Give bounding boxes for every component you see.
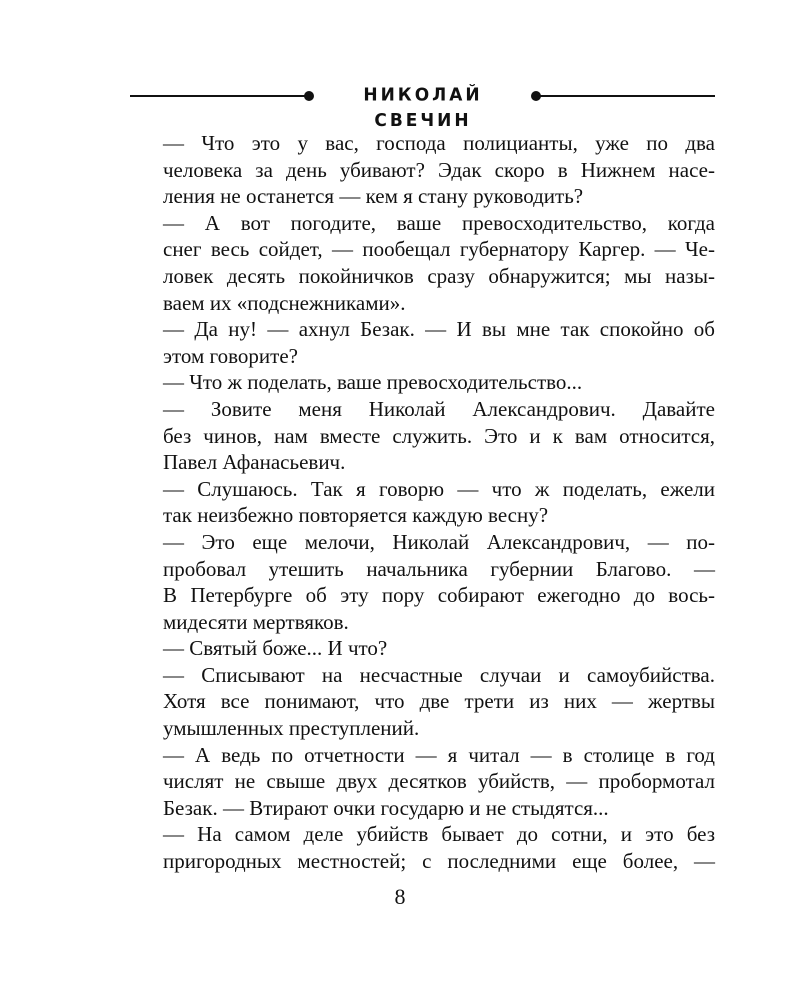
text-line: без чинов, нам вместе служить. Это и к вам относится, xyxy=(163,423,715,448)
text-line: — Списывают на несчастные случаи и самоубийства. xyxy=(163,662,715,687)
text-line: так неизбежно повторяется каждую весну? xyxy=(163,503,549,528)
paragraph xyxy=(130,369,715,396)
paragraph xyxy=(130,529,715,635)
paragraph xyxy=(130,821,715,874)
page-number: 8 xyxy=(394,884,406,909)
text-line: — Что ж поделать, ваше превосходительство... xyxy=(163,370,583,395)
paragraph xyxy=(130,742,715,822)
text-line: — Слушаюсь. Так я говорю — что ж поделать, ежели xyxy=(163,476,715,501)
text-line: человека за день убивают? Эдак скоро в Нижнем насе- xyxy=(163,157,715,182)
text-line: умышленных преступлений. xyxy=(163,716,420,741)
header-author: НИКОЛАЙ СВЕЧИН xyxy=(363,84,483,132)
paragraph xyxy=(130,396,715,476)
text-line: — Это еще мелочи, Николай Александрович, — по- xyxy=(163,529,715,554)
paragraph xyxy=(130,476,715,529)
paragraph xyxy=(130,635,715,662)
text-line: ления не останется — кем я стану руководить? xyxy=(163,184,584,209)
text-line: пригородных местностей; с последними еще более, — xyxy=(163,849,715,874)
header-dot-left xyxy=(304,91,314,101)
text-line: мидесяти мертвяков. xyxy=(163,609,349,634)
paragraph xyxy=(130,130,715,210)
text-line: — На самом деле убийств бывает до сотни, и это без xyxy=(163,822,715,847)
text-line: этом говорите? xyxy=(163,343,298,368)
paragraph xyxy=(130,210,715,316)
header-rule-right xyxy=(540,95,715,97)
text-line: В Петербурге об эту пору собирают ежегодно до вось- xyxy=(163,583,715,608)
text-line: — Зовите меня Николай Александрович. Давайте xyxy=(163,396,715,421)
text-line: — Да ну! — ахнул Безак. — И вы мне так спокойно об xyxy=(163,317,715,342)
text-line: — А вот погодите, ваше превосходительство, когда xyxy=(163,210,715,235)
text-line: ваем их «подснежниками». xyxy=(163,290,406,315)
text-line: пробовал утешить начальника губернии Благово. — xyxy=(163,556,715,581)
paragraph xyxy=(130,316,715,369)
text-line: — А ведь по отчетности — я читал — в столице в год xyxy=(163,742,715,767)
text-line: — Что это у вас, господа полицианты, уже по два xyxy=(163,131,715,155)
text-line: числят не свыше двух десятков убийств, — пробормотал xyxy=(163,769,715,794)
text-line: Хотя все понимают, что две трети из них — жертвы xyxy=(163,689,715,714)
text-line: снег весь сойдет, — пообещал губернатору Каргер. — Че- xyxy=(163,237,715,262)
paragraph xyxy=(130,662,715,742)
running-header xyxy=(130,84,715,132)
text-line: Безак. — Втирают очки государю и не стыдятся... xyxy=(163,795,609,820)
body-text xyxy=(130,130,715,875)
text-line: ловек десять покойничков сразу обнаружится; мы назы- xyxy=(163,263,715,288)
text-line: — Святый боже... И что? xyxy=(163,636,388,661)
text-line: Павел Афанасьевич. xyxy=(163,450,346,475)
header-rule-left xyxy=(130,95,305,97)
